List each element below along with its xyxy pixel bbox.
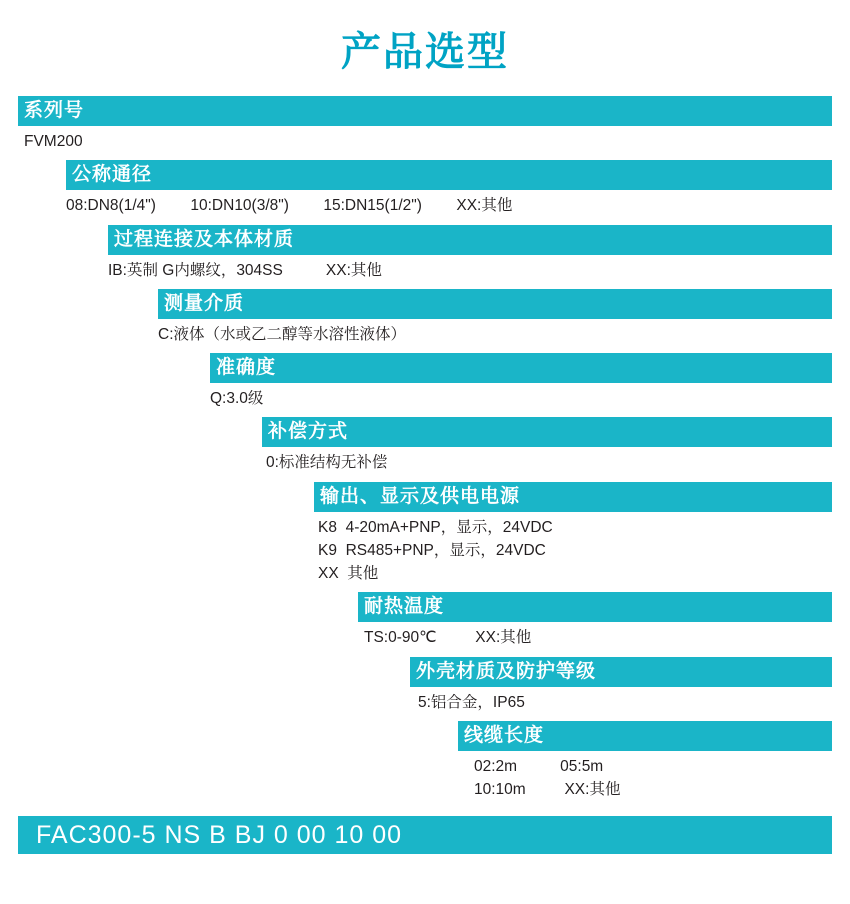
group-header-label: 外壳材质及防护等级 bbox=[416, 660, 597, 682]
group-header-bar bbox=[210, 353, 832, 383]
selection-group bbox=[18, 482, 832, 593]
page-title: 产品选型 bbox=[341, 30, 509, 74]
group-header-bar bbox=[410, 657, 832, 687]
group-header-label: 过程连接及本体材质 bbox=[114, 228, 295, 250]
group-header-bar bbox=[458, 721, 832, 751]
option-line: 10:10m XX:其他 bbox=[474, 781, 621, 798]
option-line: TS:0-90℃ XX:其他 bbox=[364, 629, 532, 647]
selection-group bbox=[18, 657, 832, 721]
group-header-label: 系列号 bbox=[24, 100, 85, 121]
group-header-label: 公称通径 bbox=[72, 164, 153, 186]
option-line: K8 4-20mA+PNP，显示，24VDC bbox=[318, 518, 553, 536]
group-options bbox=[18, 259, 832, 289]
selection-group bbox=[18, 225, 832, 289]
option-line: FVM200 bbox=[24, 133, 83, 150]
selection-group bbox=[18, 721, 832, 809]
option-line: 5:铝合金，IP65 bbox=[418, 693, 525, 711]
group-options bbox=[18, 323, 832, 353]
group-options bbox=[18, 626, 832, 656]
selection-group bbox=[18, 353, 832, 417]
group-options bbox=[18, 130, 832, 160]
option-line: IB:英制 G内螺纹，304SS XX:其他 bbox=[108, 261, 382, 279]
option-line: C:液体（水或乙二醇等水溶性液体） bbox=[158, 325, 407, 343]
group-options bbox=[18, 387, 832, 417]
group-header-label: 输出、显示及供电电源 bbox=[320, 485, 521, 507]
group-header-label: 耐热温度 bbox=[364, 596, 445, 618]
group-header-bar bbox=[358, 592, 832, 622]
group-header-bar bbox=[314, 482, 832, 512]
selection-group bbox=[18, 592, 832, 656]
group-header-bar bbox=[66, 160, 832, 190]
group-header-bar bbox=[108, 225, 832, 255]
group-options bbox=[18, 755, 832, 809]
option-line: 08:DN8(1/4") 10:DN10(3/8") 15:DN15(1/2") XX:其他 bbox=[66, 197, 513, 215]
option-line: Q:3.0级 bbox=[210, 390, 264, 407]
option-line: XX 其他 bbox=[318, 565, 379, 582]
option-line: 0:标准结构无补偿 bbox=[266, 454, 388, 472]
group-options bbox=[18, 691, 832, 721]
model-code-bar: FAC300-5 NS B BJ 0 00 10 00 bbox=[18, 816, 832, 854]
option-line: K9 RS485+PNP，显示，24VDC bbox=[318, 541, 546, 559]
selection-groups bbox=[0, 96, 850, 808]
group-header-bar bbox=[262, 417, 832, 447]
group-options bbox=[18, 194, 832, 224]
group-options bbox=[18, 451, 832, 481]
selection-group bbox=[18, 96, 832, 160]
selection-group bbox=[18, 417, 832, 481]
group-header-label: 测量介质 bbox=[164, 292, 245, 314]
group-header-label: 线缆长度 bbox=[464, 724, 545, 746]
group-options bbox=[18, 516, 832, 593]
option-line: 02:2m 05:5m bbox=[474, 757, 604, 775]
selection-group bbox=[18, 289, 832, 353]
group-header-label: 补偿方式 bbox=[268, 421, 349, 443]
group-header-label: 准确度 bbox=[216, 357, 277, 378]
selection-group bbox=[18, 160, 832, 224]
group-header-bar bbox=[18, 96, 832, 126]
group-header-bar bbox=[158, 289, 832, 319]
